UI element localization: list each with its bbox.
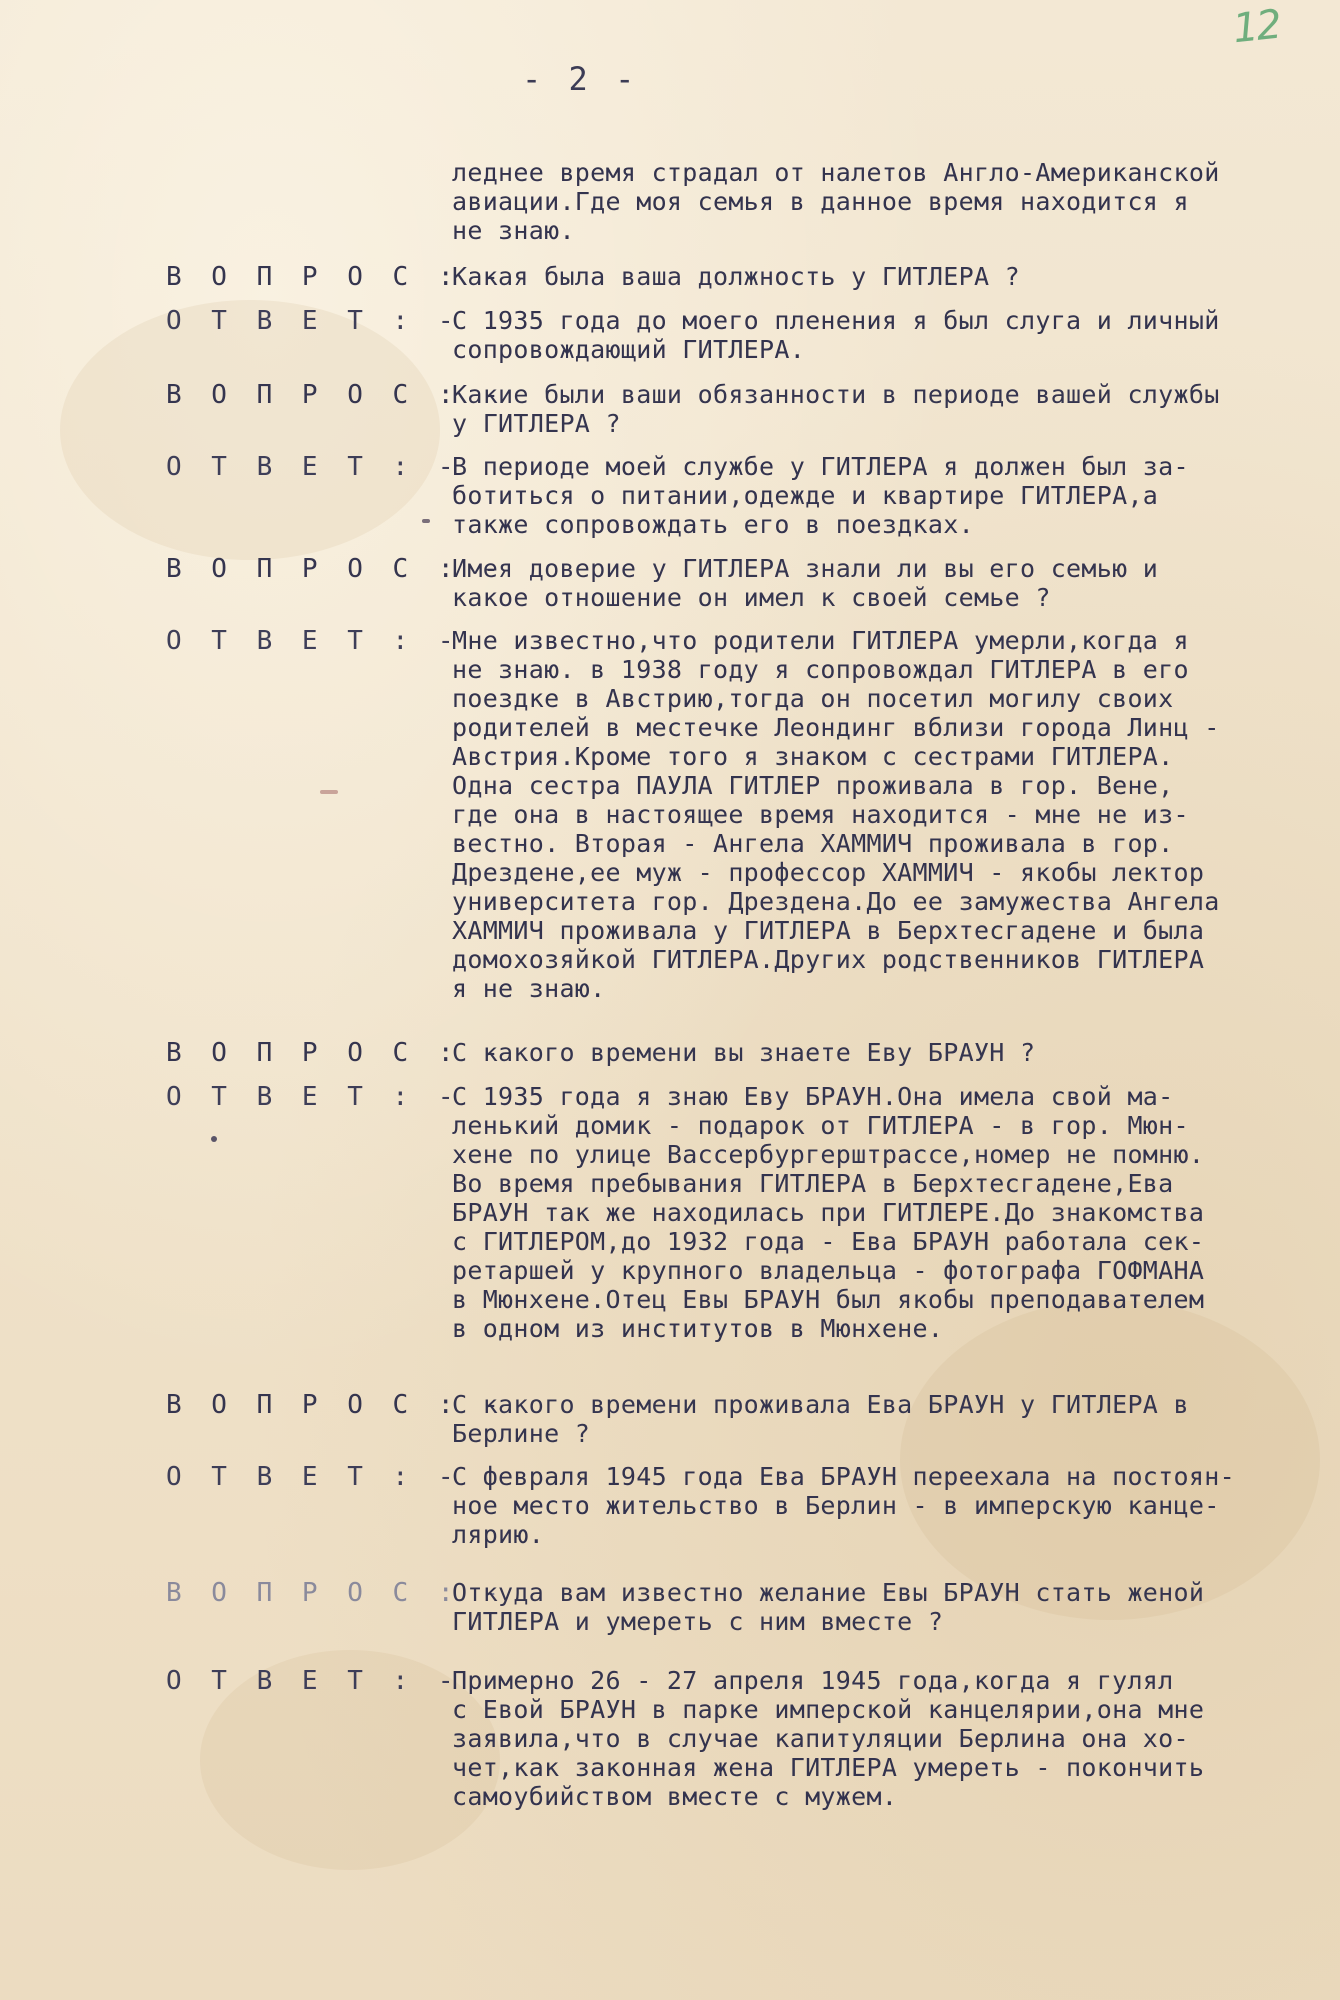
answer-label: О Т В Е Т : -	[166, 626, 461, 656]
answer-text: С февраля 1945 года Ева БРАУН переехала на постоян- ное место жительство в Берлин - в имперскую канце- лярию.	[452, 1462, 1235, 1549]
question-label: В О П Р О С : -	[166, 380, 506, 410]
ink-mark	[211, 1136, 217, 1142]
question-label: В О П Р О С : -	[166, 1390, 506, 1420]
answer-label: О Т В Е Т : -	[166, 1666, 461, 1696]
answer-3	[0, 626, 1340, 1003]
question-text: Какие были ваши обязанности в периоде вашей службы у ГИТЛЕРА ?	[452, 380, 1220, 438]
question-text: Имея доверие у ГИТЛЕРА знали ли вы его семью и какое отношение он имел к своей семье ?	[452, 554, 1159, 612]
question-text: Откуда вам известно желание Евы БРАУН стать женой ГИТЛЕРА и умереть с ним вместе ?	[452, 1578, 1205, 1636]
question-2	[0, 380, 1340, 438]
answer-label: О Т В Е Т : -	[166, 1082, 461, 1112]
answer-label: О Т В Е Т : -	[166, 452, 461, 482]
answer-text: С 1935 года до моего пленения я был слуга и личный сопровождающий ГИТЛЕРА.	[452, 306, 1220, 364]
answer-label: О Т В Е Т : -	[166, 1462, 461, 1492]
page-number: - 2 -	[522, 60, 639, 98]
answer-5	[0, 1462, 1340, 1549]
question-text: Какая была ваша должность у ГИТЛЕРА ?	[452, 262, 1020, 291]
question-label: В О П Р О С : -	[166, 262, 506, 292]
question-5	[0, 1390, 1340, 1448]
question-text: С какого времени вы знаете Еву БРАУН ?	[452, 1038, 1036, 1067]
question-6	[0, 1578, 1340, 1636]
answer-text: Примерно 26 - 27 апреля 1945 года,когда я гулял с Евой БРАУН в парке имперской канцелярии,она мне заявила,что в случае капитуляции Берлина она хо- чет,как законная жена ГИТЛЕРА умереть - покончить самоубийством вместе с мужем.	[452, 1666, 1205, 1811]
question-label: В О П Р О С : -	[166, 1578, 506, 1608]
ink-mark	[320, 790, 338, 794]
answer-text: Мне известно,что родители ГИТЛЕРА умерли,когда я не знаю. в 1938 году я сопровождал ГИТЛЕРА в его поездке в Австрию,тогда он посетил могилу своих родителей в местечке Леондинг вблизи города Линц - Австрия.Кроме того я знаком с сестрами ГИТЛЕРА. Одна сестра ПАУЛА ГИТЛЕР проживала в гор. Вене, где она в настоящее время находится - мне не из- вестно. Вторая - Ангела ХАММИЧ проживала в гор. Дрездене,ее муж - профессор ХАММИЧ - якобы лектор университета гор. Дрездена.До ее замужества Ангела ХАММИЧ проживала у ГИТЛЕРА в Берхтесгадене и была домохозяйкой ГИТЛЕРА.Других родственников ГИТЛЕРА я не знаю.	[452, 626, 1220, 1003]
archive-page-number: 12	[1230, 1, 1283, 53]
intro-text: леднее время страдал от налетов Англо-Американской авиации.Где моя семья в данное время находится я не знаю.	[452, 158, 1220, 245]
ink-mark	[422, 519, 430, 523]
paper-stain	[900, 1300, 1320, 1620]
answer-text: С 1935 года я знаю Еву БРАУН.Она имела свой ма- ленький домик - подарок от ГИТЛЕРА - в гор. Мюн- хене по улице Вассербургерштрассе,номер не помню. Во время пребывания ГИТЛЕРА в Берхтесгадене,Ева БРАУН так же находилась при ГИТЛЕРЕ.До знакомства с ГИТЛЕРОМ,до 1932 года - Ева БРАУН работала сек- ретаршей у крупного владельца - фотографа ГОФМАНА в Мюнхене.Отец Евы БРАУН был якобы преподавателем в одном из институтов в Мюнхене.	[452, 1082, 1205, 1343]
answer-label: О Т В Е Т : -	[166, 306, 461, 336]
question-1	[0, 262, 1340, 292]
question-text: С какого времени проживала Ева БРАУН у ГИТЛЕРА в Берлине ?	[452, 1390, 1189, 1448]
paper-stain	[60, 300, 440, 560]
question-4	[0, 1038, 1340, 1068]
answer-text: В периоде моей службе у ГИТЛЕРА я должен был за- ботиться о питании,одежде и квартире ГИТЛЕРА,а также сопровождать его в поездках.	[452, 452, 1189, 539]
answer-4	[0, 1082, 1340, 1343]
question-label: В О П Р О С : -	[166, 554, 506, 584]
question-label: В О П Р О С : -	[166, 1038, 506, 1068]
question-3	[0, 554, 1340, 612]
answer-2	[0, 452, 1340, 539]
answer-1	[0, 306, 1340, 364]
answer-6	[0, 1666, 1340, 1811]
